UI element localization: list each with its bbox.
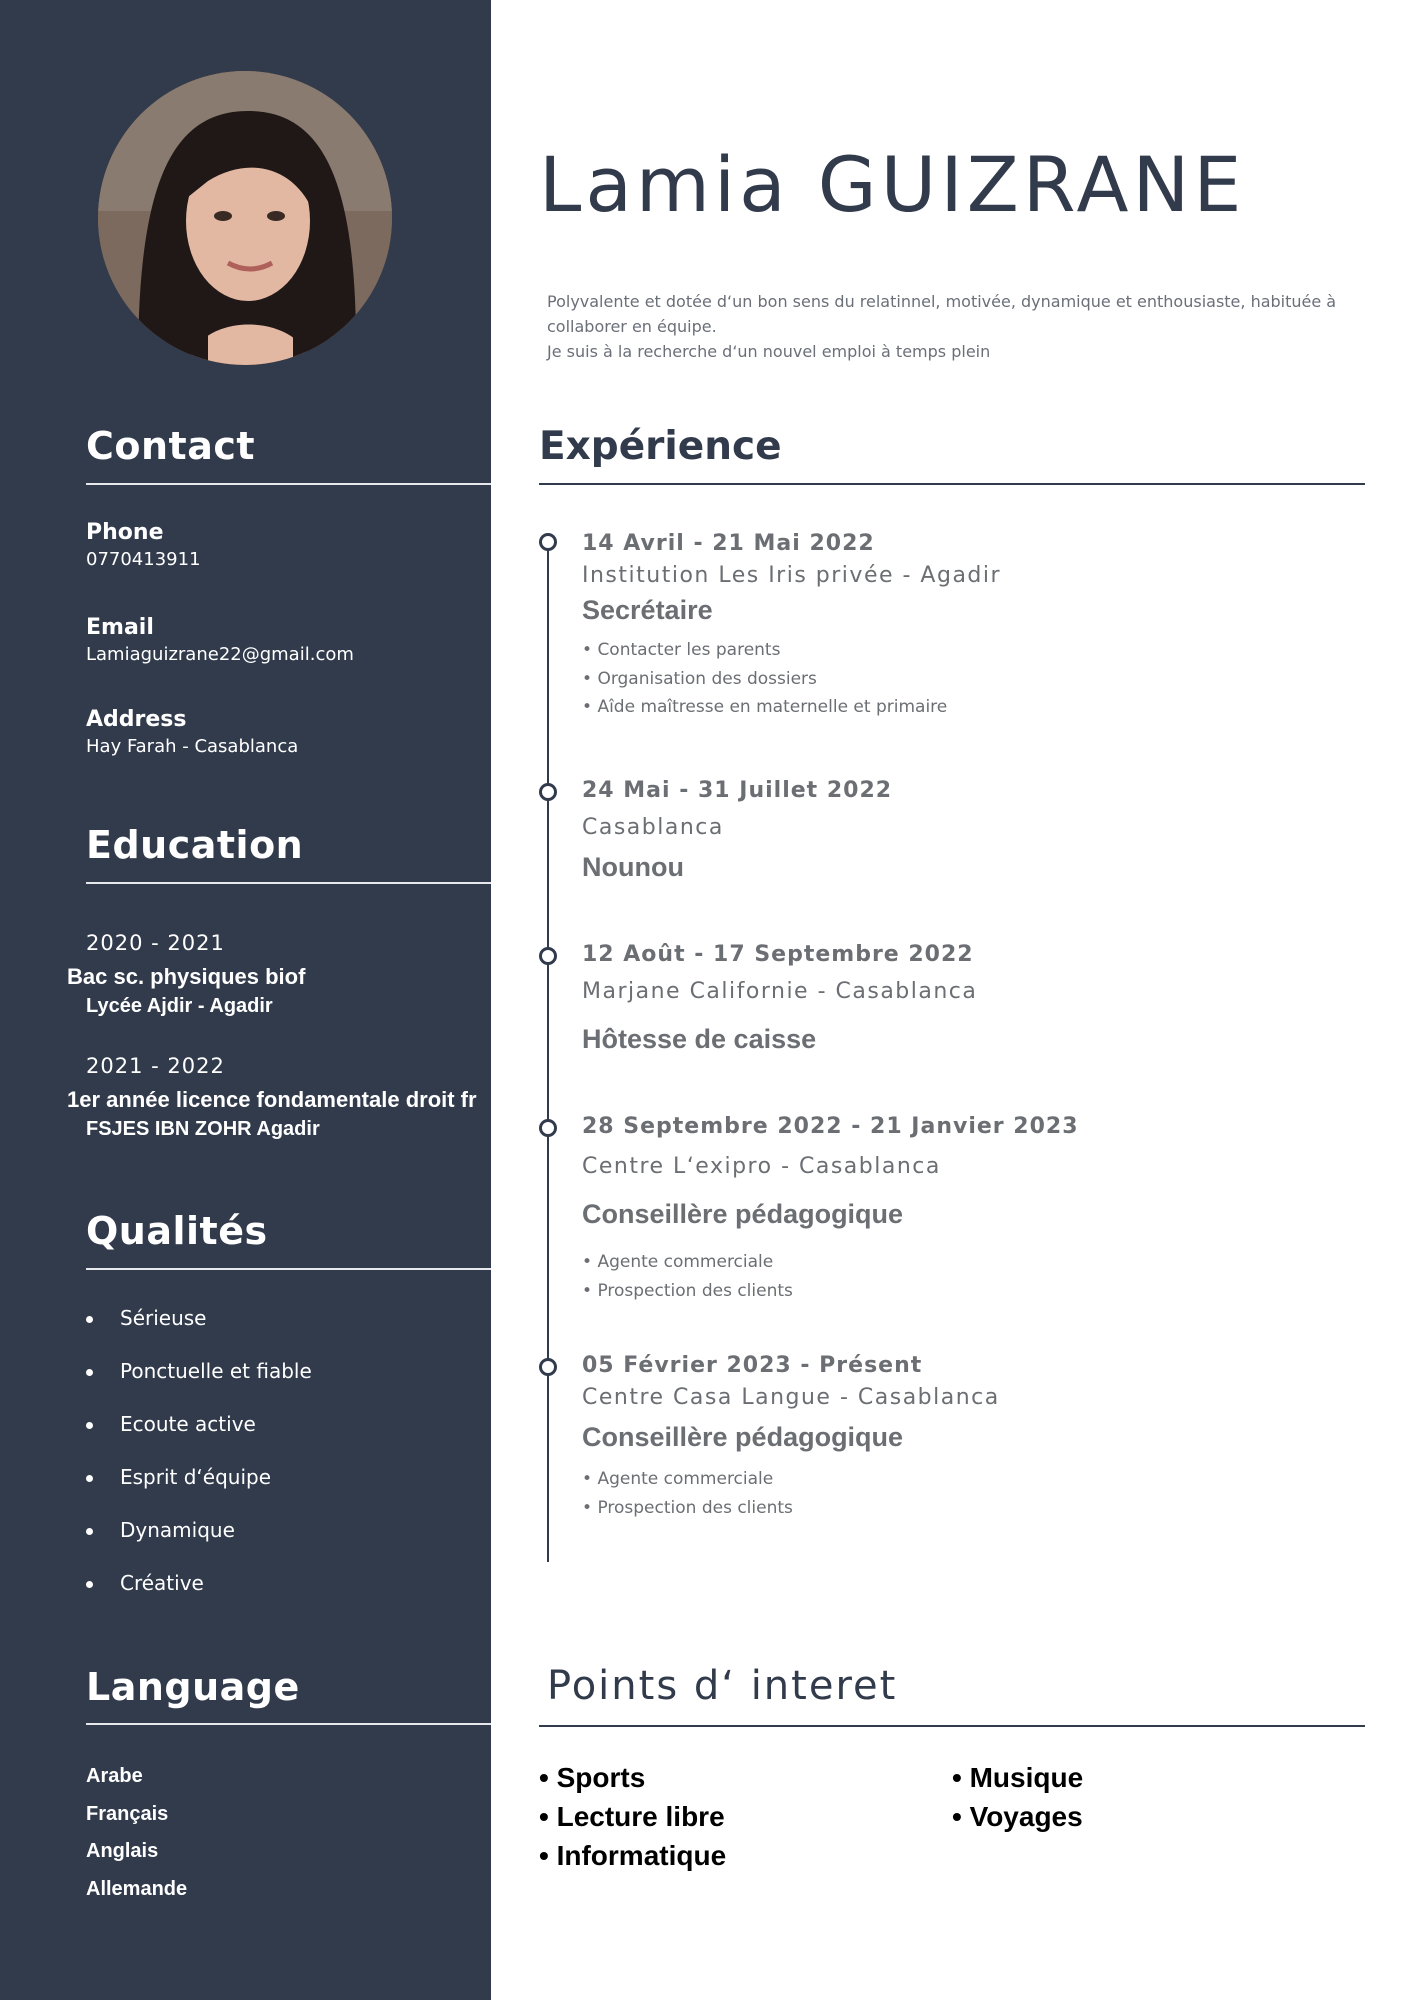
email-value: Lamiaguizrane22@gmail.com bbox=[86, 644, 354, 665]
experience-org: Institution Les Iris privée - Agadir bbox=[582, 563, 1002, 588]
interest-item: • Voyages bbox=[952, 1801, 1083, 1840]
education-year: 2020 - 2021 bbox=[86, 931, 225, 955]
experience-role: Conseillère pédagogique bbox=[582, 1422, 904, 1452]
qualities-divider bbox=[86, 1268, 491, 1270]
interest-item: • Musique bbox=[952, 1762, 1083, 1801]
task-item: • Organisation des dossiers bbox=[582, 665, 1362, 694]
sidebar bbox=[0, 0, 491, 2000]
task-item: • Prospection des clients bbox=[582, 1494, 1362, 1523]
email-block bbox=[86, 615, 491, 665]
experience-org: Casablanca bbox=[582, 815, 724, 840]
language-item: Anglais bbox=[86, 1840, 159, 1862]
experience-date: 14 Avril - 21 Mai 2022 bbox=[582, 531, 875, 556]
summary-line: Polyvalente et dotée d‘un bon sens du relatinnel, motivée, dynamique et enthousiaste, habituée à collaborer en équipe. bbox=[547, 292, 1337, 336]
phone-value: 0770413911 bbox=[86, 549, 201, 570]
experience-date: 24 Mai - 31 Juillet 2022 bbox=[582, 778, 893, 803]
experience-date: 12 Août - 17 Septembre 2022 bbox=[582, 942, 974, 967]
experience-item bbox=[582, 778, 1362, 883]
experience-item bbox=[582, 531, 1362, 722]
candidate-name: Lamia GUIZRANE bbox=[539, 140, 1246, 229]
qualities-section bbox=[86, 1209, 491, 1253]
experience-org: Centre Casa Langue - Casablanca bbox=[582, 1385, 1000, 1410]
experience-role: Hôtesse de caisse bbox=[582, 1024, 817, 1054]
task-item: • Contacter les parents bbox=[582, 636, 1362, 665]
interests-title: Points d‘ interet bbox=[547, 1663, 898, 1709]
interest-item: • Lecture libre bbox=[539, 1801, 726, 1840]
timeline-dot bbox=[539, 947, 557, 965]
interests-column-1 bbox=[539, 1762, 726, 1879]
experience-item bbox=[582, 1353, 1362, 1522]
email-label: Email bbox=[86, 615, 154, 640]
timeline-dot bbox=[539, 533, 557, 551]
experience-item bbox=[582, 1114, 1362, 1305]
experience-tasks bbox=[582, 1248, 1362, 1305]
experience-date: 05 Février 2023 - Présent bbox=[582, 1353, 923, 1378]
quality-item: Esprit d‘équipe bbox=[86, 1465, 486, 1518]
timeline-dot bbox=[539, 1119, 557, 1137]
timeline-line bbox=[547, 540, 549, 1562]
qualities-list bbox=[86, 1306, 486, 1624]
task-item: • Prospection des clients bbox=[582, 1277, 1362, 1306]
experience-tasks bbox=[582, 1465, 1362, 1522]
quality-item: Ponctuelle et fiable bbox=[86, 1359, 486, 1412]
experience-item bbox=[582, 942, 1362, 1055]
interest-item: • Sports bbox=[539, 1762, 726, 1801]
timeline-dot bbox=[539, 1358, 557, 1376]
quality-item: Ecoute active bbox=[86, 1412, 486, 1465]
experience-org: Centre L‘exipro - Casablanca bbox=[582, 1154, 941, 1179]
education-school: Lycée Ajdir - Agadir bbox=[86, 995, 273, 1017]
language-item: Français bbox=[86, 1802, 169, 1825]
education-year: 2021 - 2022 bbox=[86, 1054, 225, 1078]
education-section bbox=[86, 823, 491, 867]
education-degree: Bac sc. physiques biof bbox=[67, 964, 306, 989]
language-item: Allemande bbox=[86, 1877, 188, 1900]
profile-summary bbox=[547, 289, 1377, 364]
quality-item: Sérieuse bbox=[86, 1306, 486, 1359]
experience-role: Nounou bbox=[582, 852, 684, 882]
task-item: • Aîde maîtresse en maternelle et primaire bbox=[582, 693, 1362, 722]
education-school: FSJES IBN ZOHR Agadir bbox=[86, 1118, 320, 1140]
contact-section bbox=[86, 424, 491, 468]
experience-role: Secrétaire bbox=[582, 595, 713, 625]
interests-divider bbox=[539, 1725, 1365, 1727]
language-divider bbox=[86, 1723, 491, 1725]
experience-title: Expérience bbox=[539, 424, 782, 469]
task-item: • Agente commerciale bbox=[582, 1248, 1362, 1277]
phone-label: Phone bbox=[86, 520, 164, 545]
interest-item: • Informatique bbox=[539, 1840, 726, 1879]
contact-divider bbox=[86, 483, 491, 485]
education-degree: 1er année licence fondamentale droit fr bbox=[67, 1087, 477, 1112]
quality-item: Dynamique bbox=[86, 1518, 486, 1571]
summary-line: Je suis à la recherche d‘un nouvel emploi à temps plein bbox=[547, 342, 991, 361]
experience-divider bbox=[539, 483, 1365, 485]
quality-item: Créative bbox=[86, 1571, 486, 1624]
interests-column-2 bbox=[952, 1762, 1083, 1840]
experience-role: Conseillère pédagogique bbox=[582, 1199, 904, 1229]
language-item: Arabe bbox=[86, 1765, 143, 1787]
education-divider bbox=[86, 882, 491, 884]
profile-photo bbox=[98, 71, 392, 365]
timeline-dot bbox=[539, 783, 557, 801]
experience-tasks bbox=[582, 636, 1362, 722]
task-item: • Agente commerciale bbox=[582, 1465, 1362, 1494]
address-block bbox=[86, 707, 491, 757]
qualities-title: Qualités bbox=[86, 1209, 268, 1253]
experience-date: 28 Septembre 2022 - 21 Janvier 2023 bbox=[582, 1114, 1079, 1139]
language-section bbox=[86, 1665, 491, 1709]
language-list bbox=[86, 1765, 187, 1915]
education-title: Education bbox=[86, 823, 304, 867]
experience-org: Marjane Californie - Casablanca bbox=[582, 979, 978, 1004]
contact-title: Contact bbox=[86, 424, 256, 468]
address-value: Hay Farah - Casablanca bbox=[86, 736, 299, 757]
address-label: Address bbox=[86, 707, 187, 732]
phone-block bbox=[86, 520, 491, 570]
language-title: Language bbox=[86, 1665, 300, 1709]
